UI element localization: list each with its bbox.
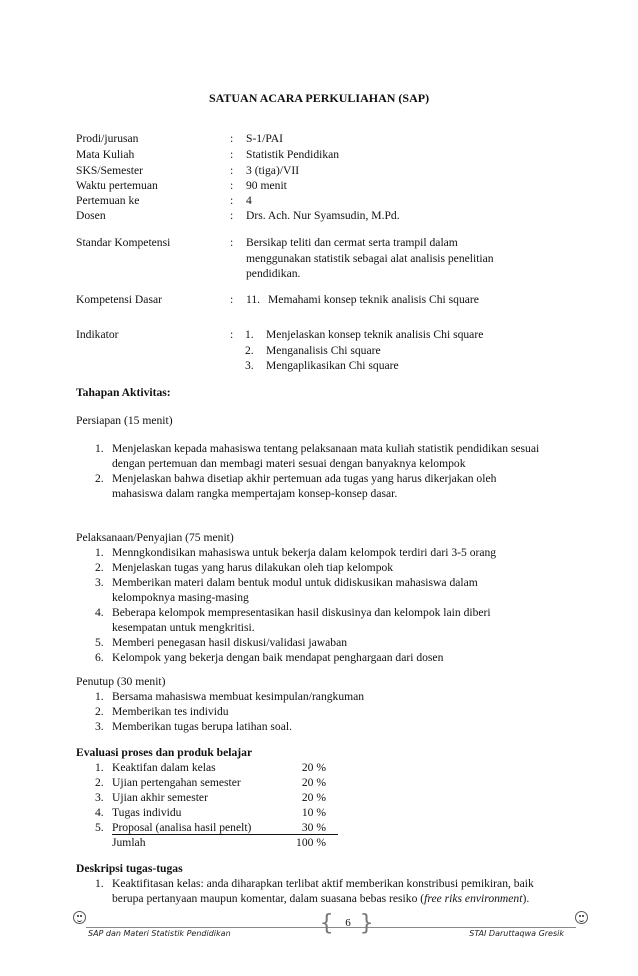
kompetensi-label: Kompetensi Dasar xyxy=(76,293,162,306)
penutup-item: Memberikan tugas berupa latihan soal. xyxy=(112,720,292,733)
colon: : xyxy=(230,132,234,145)
pelaksanaan-num: 4. xyxy=(95,606,104,619)
pelaksanaan-item: Memberi penegasan hasil diskusi/validasi jawaban xyxy=(112,636,348,649)
persiapan-heading: Persiapan (15 menit) xyxy=(76,414,173,427)
deskripsi-item: Keaktifitasan kelas: anda diharapkan terlibat aktif memberikan konstribusi pemikiran, baik xyxy=(112,877,534,890)
penutup-num: 1. xyxy=(95,690,104,703)
pelaksanaan-num: 6. xyxy=(95,651,104,664)
info-label: Dosen xyxy=(76,209,106,222)
persiapan-item: Menjelaskan bahwa disetiap akhir pertemuan ada tugas yang harus dikerjakan oleh xyxy=(112,472,497,485)
evaluasi-item: Keaktifan dalam kelas xyxy=(112,761,216,774)
deskripsi-heading: Deskripsi tugas-tugas xyxy=(76,862,183,875)
indikator-item: Menganalisis Chi square xyxy=(266,344,381,357)
pelaksanaan-num: 3. xyxy=(95,576,104,589)
indikator-label: Indikator xyxy=(76,328,119,341)
evaluasi-num: 5. xyxy=(95,821,104,834)
footer-right-text: STAI Daruttaqwa Gresik xyxy=(469,929,564,938)
info-label: Waktu pertemuan xyxy=(76,179,158,192)
info-label: Mata Kuliah xyxy=(76,148,135,161)
info-label: Pertemuan ke xyxy=(76,194,140,207)
evaluasi-pct: 10 % xyxy=(301,806,326,819)
evaluasi-num: 3. xyxy=(95,791,104,804)
tahapan-heading: Tahapan Aktivitas: xyxy=(76,386,171,399)
page-number: 6 xyxy=(345,917,351,929)
evaluasi-pct: 30 % xyxy=(301,821,326,834)
evaluasi-item: Ujian akhir semester xyxy=(112,791,208,804)
persiapan-num: 2. xyxy=(95,472,104,485)
info-label: Prodi/jurusan xyxy=(76,132,139,145)
evaluasi-total: 100 % xyxy=(296,836,326,849)
standar-label: Standar Kompetensi xyxy=(76,236,171,249)
evaluasi-pct: 20 % xyxy=(301,791,326,804)
deskripsi-item-cont xyxy=(112,891,578,907)
penutup-item: Bersama mahasiswa membuat kesimpulan/rangkuman xyxy=(112,690,365,703)
standar-line: Bersikap teliti dan cermat serta trampil dalam xyxy=(246,236,458,249)
colon: : xyxy=(230,194,234,207)
penutup-num: 2. xyxy=(95,705,104,718)
evaluasi-num: 1. xyxy=(95,761,104,774)
smiley-icon xyxy=(575,911,588,924)
evaluasi-pct: 20 % xyxy=(301,776,326,789)
penutup-num: 3. xyxy=(95,720,104,733)
evaluasi-item: Ujian pertengahan semester xyxy=(112,776,241,789)
pelaksanaan-heading: Pelaksanaan/Penyajian (75 menit) xyxy=(76,531,234,544)
colon: : xyxy=(230,328,234,341)
pelaksanaan-item: Menngkondisikan mahasiswa untuk bekerja dalam kelompok terdiri dari 3-5 orang xyxy=(112,546,497,559)
penutup-heading: Penutup (30 menit) xyxy=(76,675,166,688)
persiapan-item-cont: dengan pertemuan dan membagi materi sesuai dengan banyaknya kelompok xyxy=(112,457,466,470)
right-brace-icon: } xyxy=(360,911,374,936)
footer-left-text: SAP dan Materi Statistik Pendidikan xyxy=(88,929,231,938)
indikator-num: 1. xyxy=(245,328,254,341)
evaluasi-heading: Evaluasi proses dan produk belajar xyxy=(76,746,253,759)
indikator-num: 2. xyxy=(245,344,254,357)
deskripsi-text: berupa pertanyaan maupun komentar, dalam suasana bebas resiko ( xyxy=(112,892,425,905)
page-title: SATUAN ACARA PERKULIAHAN (SAP) xyxy=(208,91,430,105)
standar-line: pendidikan. xyxy=(246,267,301,280)
deskripsi-italic: free riks environment xyxy=(424,892,523,905)
indikator-num: 3. xyxy=(245,359,254,372)
pelaksanaan-item-cont: kesempatan untuk mengkritisi. xyxy=(112,621,255,634)
penutup-item: Memberikan tes individu xyxy=(112,705,229,718)
deskripsi-end: ). xyxy=(522,892,530,905)
colon: : xyxy=(230,209,234,222)
deskripsi-num: 1. xyxy=(95,877,104,890)
standar-line: menggunakan statistik sebagai alat analisis penelitian xyxy=(246,252,494,265)
pelaksanaan-item: Menjelaskan tugas yang harus dilakukan oleh tiap kelompok xyxy=(112,561,394,574)
evaluasi-total-label: Jumlah xyxy=(112,836,146,849)
pelaksanaan-num: 5. xyxy=(95,636,104,649)
evaluasi-num: 4. xyxy=(95,806,104,819)
colon: : xyxy=(230,236,234,249)
info-value: Statistik Pendidikan xyxy=(246,148,340,161)
colon: : xyxy=(230,179,234,192)
colon: : xyxy=(230,164,234,177)
colon: : xyxy=(230,293,234,306)
persiapan-item: Menjelaskan kepada mahasiswa tentang pelaksanaan mata kuliah statistik pendidikan sesuai xyxy=(112,442,540,455)
pelaksanaan-item-cont: kelompoknya masing-masing xyxy=(112,591,249,604)
info-value: 90 menit xyxy=(246,179,287,192)
evaluasi-pct: 20 % xyxy=(301,761,326,774)
info-label: SKS/Semester xyxy=(76,164,143,177)
info-value: 3 (tiga)/VII xyxy=(246,164,300,177)
evaluasi-item: Tugas individu xyxy=(112,806,182,819)
colon: : xyxy=(230,148,234,161)
pelaksanaan-item: Beberapa kelompok mempresentasikan hasil diskusinya dan kelompok lain diberi xyxy=(112,606,491,619)
persiapan-num: 1. xyxy=(95,442,104,455)
info-value: Drs. Ach. Nur Syamsudin, M.Pd. xyxy=(246,209,400,222)
persiapan-item-cont: mahasiswa dalam rangka mempertajam konsep-konsep dasar. xyxy=(112,487,398,500)
pelaksanaan-num: 2. xyxy=(95,561,104,574)
kompetensi-value: Memahami konsep teknik analisis Chi square xyxy=(268,293,479,306)
info-value: S-1/PAI xyxy=(246,132,283,145)
indikator-item: Menjelaskan konsep teknik analisis Chi square xyxy=(266,328,484,341)
info-value: 4 xyxy=(246,194,252,207)
left-brace-icon: { xyxy=(320,911,334,936)
kompetensi-number: 11. xyxy=(246,293,261,306)
evaluasi-num: 2. xyxy=(95,776,104,789)
evaluasi-item: Proposal (analisa hasil penelt) xyxy=(112,821,252,834)
pelaksanaan-item: Memberikan materi dalam bentuk modul untuk didiskusikan mahasiswa dalam xyxy=(112,576,478,589)
smiley-icon xyxy=(73,911,86,924)
pelaksanaan-item: Kelompok yang bekerja dengan baik mendapat penghargaan dari dosen xyxy=(112,651,444,664)
pelaksanaan-num: 1. xyxy=(95,546,104,559)
indikator-item: Mengaplikasikan Chi square xyxy=(266,359,399,372)
